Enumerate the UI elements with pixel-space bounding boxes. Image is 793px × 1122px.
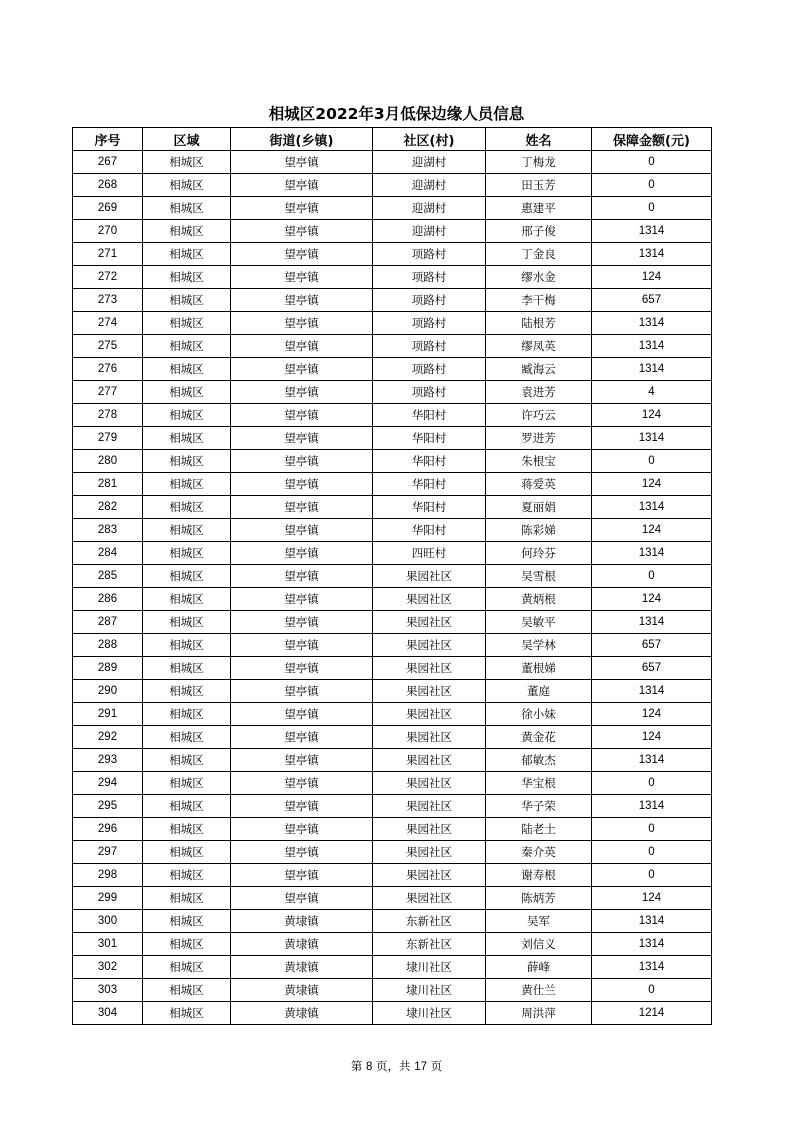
cell-serial: 297 — [73, 841, 143, 864]
cell-district: 相城区 — [143, 680, 231, 703]
table-row — [73, 634, 712, 657]
cell-amount: 1314 — [592, 542, 712, 565]
cell-amount: 124 — [592, 266, 712, 289]
cell-serial: 273 — [73, 289, 143, 312]
cell-amount: 124 — [592, 473, 712, 496]
cell-serial: 283 — [73, 519, 143, 542]
cell-community: 果园社区 — [373, 818, 486, 841]
cell-serial: 298 — [73, 864, 143, 887]
cell-street: 望亭镇 — [231, 197, 373, 220]
cell-serial: 289 — [73, 657, 143, 680]
cell-district: 相城区 — [143, 450, 231, 473]
table-row — [73, 496, 712, 519]
table-row — [73, 565, 712, 588]
cell-amount: 657 — [592, 657, 712, 680]
cell-street: 望亭镇 — [231, 772, 373, 795]
cell-serial: 290 — [73, 680, 143, 703]
cell-community: 华阳村 — [373, 519, 486, 542]
cell-amount: 1314 — [592, 243, 712, 266]
table-row — [73, 427, 712, 450]
cell-community: 果园社区 — [373, 795, 486, 818]
cell-serial: 300 — [73, 910, 143, 933]
cell-community: 果园社区 — [373, 841, 486, 864]
cell-name: 董庭 — [486, 680, 592, 703]
cell-serial: 295 — [73, 795, 143, 818]
cell-amount: 124 — [592, 519, 712, 542]
cell-community: 迎湖村 — [373, 174, 486, 197]
cell-district: 相城区 — [143, 887, 231, 910]
current-page-number: 8 — [365, 1061, 373, 1073]
cell-street: 望亭镇 — [231, 404, 373, 427]
cell-street: 黄埭镇 — [231, 910, 373, 933]
cell-district: 相城区 — [143, 473, 231, 496]
cell-amount: 124 — [592, 404, 712, 427]
cell-amount: 1314 — [592, 220, 712, 243]
table-row — [73, 680, 712, 703]
cell-street: 望亭镇 — [231, 588, 373, 611]
cell-serial: 280 — [73, 450, 143, 473]
cell-amount: 0 — [592, 772, 712, 795]
cell-serial: 296 — [73, 818, 143, 841]
cell-community: 果园社区 — [373, 634, 486, 657]
cell-name: 夏丽娟 — [486, 496, 592, 519]
cell-street: 望亭镇 — [231, 289, 373, 312]
cell-serial: 281 — [73, 473, 143, 496]
table-row — [73, 841, 712, 864]
cell-name: 朱根宝 — [486, 450, 592, 473]
cell-street: 黄埭镇 — [231, 979, 373, 1002]
cell-district: 相城区 — [143, 542, 231, 565]
header-district: 区域 — [143, 128, 231, 151]
cell-serial: 274 — [73, 312, 143, 335]
cell-amount: 124 — [592, 887, 712, 910]
cell-name: 臧海云 — [486, 358, 592, 381]
cell-amount: 1314 — [592, 795, 712, 818]
cell-name: 董根娣 — [486, 657, 592, 680]
cell-serial: 303 — [73, 979, 143, 1002]
cell-serial: 279 — [73, 427, 143, 450]
cell-street: 望亭镇 — [231, 841, 373, 864]
cell-amount: 1314 — [592, 358, 712, 381]
table-row — [73, 887, 712, 910]
table-row — [73, 197, 712, 220]
cell-district: 相城区 — [143, 381, 231, 404]
cell-community: 华阳村 — [373, 473, 486, 496]
cell-name: 黄炳根 — [486, 588, 592, 611]
cell-district: 相城区 — [143, 657, 231, 680]
cell-community: 果园社区 — [373, 887, 486, 910]
cell-community: 项路村 — [373, 243, 486, 266]
cell-district: 相城区 — [143, 565, 231, 588]
cell-street: 望亭镇 — [231, 611, 373, 634]
cell-serial: 301 — [73, 933, 143, 956]
cell-serial: 282 — [73, 496, 143, 519]
table-row — [73, 979, 712, 1002]
table-row — [73, 151, 712, 174]
cell-serial: 270 — [73, 220, 143, 243]
cell-name: 黄仕兰 — [486, 979, 592, 1002]
cell-community: 项路村 — [373, 335, 486, 358]
table-row — [73, 611, 712, 634]
cell-street: 望亭镇 — [231, 864, 373, 887]
cell-community: 果园社区 — [373, 565, 486, 588]
cell-community: 项路村 — [373, 266, 486, 289]
cell-amount: 0 — [592, 841, 712, 864]
table-row — [73, 749, 712, 772]
cell-name: 华子荣 — [486, 795, 592, 818]
table-row — [73, 174, 712, 197]
cell-name: 黄金花 — [486, 726, 592, 749]
cell-name: 缪凤英 — [486, 335, 592, 358]
table-row — [73, 450, 712, 473]
cell-amount: 124 — [592, 588, 712, 611]
table-row — [73, 588, 712, 611]
cell-community: 华阳村 — [373, 450, 486, 473]
table-row — [73, 910, 712, 933]
cell-name: 陆根芳 — [486, 312, 592, 335]
table-row — [73, 1002, 712, 1025]
cell-name: 郁敏杰 — [486, 749, 592, 772]
cell-serial: 293 — [73, 749, 143, 772]
cell-amount: 1314 — [592, 749, 712, 772]
cell-district: 相城区 — [143, 588, 231, 611]
cell-street: 望亭镇 — [231, 496, 373, 519]
cell-street: 望亭镇 — [231, 427, 373, 450]
cell-district: 相城区 — [143, 151, 231, 174]
cell-name: 谢寿根 — [486, 864, 592, 887]
cell-amount: 0 — [592, 864, 712, 887]
cell-name: 吴雪根 — [486, 565, 592, 588]
cell-community: 项路村 — [373, 358, 486, 381]
cell-name: 秦介英 — [486, 841, 592, 864]
cell-district: 相城区 — [143, 220, 231, 243]
table-row — [73, 726, 712, 749]
cell-community: 果园社区 — [373, 772, 486, 795]
cell-name: 薛峰 — [486, 956, 592, 979]
cell-name: 李干梅 — [486, 289, 592, 312]
table-row — [73, 358, 712, 381]
cell-district: 相城区 — [143, 312, 231, 335]
cell-street: 望亭镇 — [231, 174, 373, 197]
cell-amount: 0 — [592, 197, 712, 220]
cell-district: 相城区 — [143, 979, 231, 1002]
table-row — [73, 335, 712, 358]
cell-amount: 1314 — [592, 312, 712, 335]
cell-amount: 657 — [592, 634, 712, 657]
table-row — [73, 956, 712, 979]
table-row — [73, 703, 712, 726]
cell-name: 邢子俊 — [486, 220, 592, 243]
cell-serial: 272 — [73, 266, 143, 289]
cell-name: 丁梅龙 — [486, 151, 592, 174]
cell-serial: 302 — [73, 956, 143, 979]
table-row — [73, 864, 712, 887]
cell-name: 吴敏平 — [486, 611, 592, 634]
cell-amount: 657 — [592, 289, 712, 312]
cell-district: 相城区 — [143, 197, 231, 220]
table-row — [73, 266, 712, 289]
cell-serial: 304 — [73, 1002, 143, 1025]
cell-name: 陈彩娣 — [486, 519, 592, 542]
cell-street: 望亭镇 — [231, 312, 373, 335]
cell-community: 华阳村 — [373, 496, 486, 519]
cell-community: 埭川社区 — [373, 1002, 486, 1025]
cell-amount: 124 — [592, 726, 712, 749]
cell-name: 丁金良 — [486, 243, 592, 266]
cell-street: 望亭镇 — [231, 726, 373, 749]
cell-serial: 267 — [73, 151, 143, 174]
cell-district: 相城区 — [143, 611, 231, 634]
cell-street: 望亭镇 — [231, 151, 373, 174]
cell-street: 望亭镇 — [231, 266, 373, 289]
cell-community: 埭川社区 — [373, 956, 486, 979]
cell-street: 望亭镇 — [231, 358, 373, 381]
header-amount: 保障金额(元) — [592, 128, 712, 151]
cell-amount: 0 — [592, 979, 712, 1002]
cell-name: 缪水金 — [486, 266, 592, 289]
cell-serial: 287 — [73, 611, 143, 634]
cell-street: 黄埭镇 — [231, 956, 373, 979]
cell-district: 相城区 — [143, 496, 231, 519]
table-row — [73, 243, 712, 266]
cell-name: 许巧云 — [486, 404, 592, 427]
cell-street: 望亭镇 — [231, 818, 373, 841]
table-row — [73, 519, 712, 542]
cell-name: 华宝根 — [486, 772, 592, 795]
cell-community: 埭川社区 — [373, 979, 486, 1002]
cell-district: 相城区 — [143, 243, 231, 266]
cell-street: 望亭镇 — [231, 634, 373, 657]
table-row — [73, 542, 712, 565]
cell-serial: 269 — [73, 197, 143, 220]
cell-community: 果园社区 — [373, 657, 486, 680]
cell-community: 迎湖村 — [373, 197, 486, 220]
cell-district: 相城区 — [143, 749, 231, 772]
page-footer: 第 8 页，共 17 页 — [350, 1059, 443, 1073]
cell-street: 望亭镇 — [231, 680, 373, 703]
info-table — [72, 127, 712, 1025]
cell-amount: 1314 — [592, 680, 712, 703]
table-row — [73, 289, 712, 312]
cell-street: 黄埭镇 — [231, 933, 373, 956]
cell-district: 相城区 — [143, 634, 231, 657]
cell-amount: 1314 — [592, 611, 712, 634]
cell-amount: 0 — [592, 565, 712, 588]
cell-district: 相城区 — [143, 795, 231, 818]
cell-serial: 294 — [73, 772, 143, 795]
cell-name: 惠建平 — [486, 197, 592, 220]
cell-district: 相城区 — [143, 358, 231, 381]
cell-community: 果园社区 — [373, 588, 486, 611]
cell-street: 望亭镇 — [231, 450, 373, 473]
cell-serial: 278 — [73, 404, 143, 427]
cell-amount: 0 — [592, 174, 712, 197]
header-serial: 序号 — [73, 128, 143, 151]
cell-district: 相城区 — [143, 956, 231, 979]
cell-serial: 284 — [73, 542, 143, 565]
cell-district: 相城区 — [143, 174, 231, 197]
cell-district: 相城区 — [143, 1002, 231, 1025]
cell-community: 果园社区 — [373, 680, 486, 703]
cell-community: 果园社区 — [373, 726, 486, 749]
cell-serial: 285 — [73, 565, 143, 588]
cell-name: 吴学林 — [486, 634, 592, 657]
cell-amount: 1314 — [592, 956, 712, 979]
cell-district: 相城区 — [143, 933, 231, 956]
cell-name: 徐小妹 — [486, 703, 592, 726]
cell-name: 周洪萍 — [486, 1002, 592, 1025]
cell-community: 华阳村 — [373, 404, 486, 427]
cell-street: 望亭镇 — [231, 220, 373, 243]
cell-amount: 0 — [592, 450, 712, 473]
cell-district: 相城区 — [143, 703, 231, 726]
cell-serial: 276 — [73, 358, 143, 381]
cell-street: 望亭镇 — [231, 381, 373, 404]
table-row — [73, 657, 712, 680]
cell-amount: 1314 — [592, 496, 712, 519]
table-row — [73, 220, 712, 243]
table-row — [73, 772, 712, 795]
cell-serial: 299 — [73, 887, 143, 910]
cell-community: 项路村 — [373, 312, 486, 335]
cell-name: 罗进芳 — [486, 427, 592, 450]
cell-street: 望亭镇 — [231, 473, 373, 496]
cell-district: 相城区 — [143, 910, 231, 933]
cell-name: 田玉芳 — [486, 174, 592, 197]
cell-district: 相城区 — [143, 818, 231, 841]
cell-name: 陆老土 — [486, 818, 592, 841]
table-row — [73, 933, 712, 956]
cell-serial: 292 — [73, 726, 143, 749]
cell-district: 相城区 — [143, 726, 231, 749]
cell-amount: 1314 — [592, 427, 712, 450]
table-row — [73, 818, 712, 841]
cell-community: 东新社区 — [373, 910, 486, 933]
page-title: 相城区2022年3月低保边缘人员信息 — [268, 105, 525, 123]
table-row — [73, 795, 712, 818]
cell-amount: 124 — [592, 703, 712, 726]
table-row — [73, 473, 712, 496]
cell-community: 项路村 — [373, 381, 486, 404]
cell-district: 相城区 — [143, 772, 231, 795]
cell-community: 果园社区 — [373, 611, 486, 634]
header-row — [73, 128, 712, 151]
cell-serial: 286 — [73, 588, 143, 611]
cell-amount: 1314 — [592, 933, 712, 956]
cell-name: 蒋爱英 — [486, 473, 592, 496]
cell-name: 刘信义 — [486, 933, 592, 956]
cell-street: 望亭镇 — [231, 657, 373, 680]
total-page-count: 17 — [414, 1061, 427, 1073]
cell-community: 华阳村 — [373, 427, 486, 450]
cell-district: 相城区 — [143, 335, 231, 358]
cell-serial: 271 — [73, 243, 143, 266]
cell-district: 相城区 — [143, 864, 231, 887]
cell-amount: 0 — [592, 151, 712, 174]
cell-amount: 1314 — [592, 910, 712, 933]
cell-community: 果园社区 — [373, 703, 486, 726]
cell-name: 何玲芬 — [486, 542, 592, 565]
table-row — [73, 404, 712, 427]
cell-street: 望亭镇 — [231, 519, 373, 542]
cell-community: 迎湖村 — [373, 151, 486, 174]
cell-district: 相城区 — [143, 289, 231, 312]
cell-district: 相城区 — [143, 404, 231, 427]
cell-street: 望亭镇 — [231, 703, 373, 726]
cell-amount: 1214 — [592, 1002, 712, 1025]
cell-name: 陈炳芳 — [486, 887, 592, 910]
cell-street: 望亭镇 — [231, 887, 373, 910]
cell-community: 果园社区 — [373, 864, 486, 887]
header-street: 街道(乡镇) — [231, 128, 373, 151]
cell-community: 四旺村 — [373, 542, 486, 565]
cell-name: 吴军 — [486, 910, 592, 933]
cell-street: 望亭镇 — [231, 542, 373, 565]
cell-street: 望亭镇 — [231, 795, 373, 818]
cell-street: 望亭镇 — [231, 565, 373, 588]
cell-district: 相城区 — [143, 841, 231, 864]
cell-district: 相城区 — [143, 266, 231, 289]
table-row — [73, 312, 712, 335]
cell-amount: 0 — [592, 818, 712, 841]
cell-district: 相城区 — [143, 427, 231, 450]
header-name: 姓名 — [486, 128, 592, 151]
cell-serial: 288 — [73, 634, 143, 657]
cell-street: 黄埭镇 — [231, 1002, 373, 1025]
cell-street: 望亭镇 — [231, 243, 373, 266]
cell-street: 望亭镇 — [231, 749, 373, 772]
cell-name: 袁进芳 — [486, 381, 592, 404]
table-row — [73, 381, 712, 404]
cell-community: 东新社区 — [373, 933, 486, 956]
cell-community: 迎湖村 — [373, 220, 486, 243]
cell-district: 相城区 — [143, 519, 231, 542]
cell-serial: 277 — [73, 381, 143, 404]
cell-serial: 291 — [73, 703, 143, 726]
header-community: 社区(村) — [373, 128, 486, 151]
cell-community: 项路村 — [373, 289, 486, 312]
cell-street: 望亭镇 — [231, 335, 373, 358]
cell-amount: 1314 — [592, 335, 712, 358]
cell-serial: 268 — [73, 174, 143, 197]
cell-community: 果园社区 — [373, 749, 486, 772]
cell-serial: 275 — [73, 335, 143, 358]
cell-amount: 4 — [592, 381, 712, 404]
